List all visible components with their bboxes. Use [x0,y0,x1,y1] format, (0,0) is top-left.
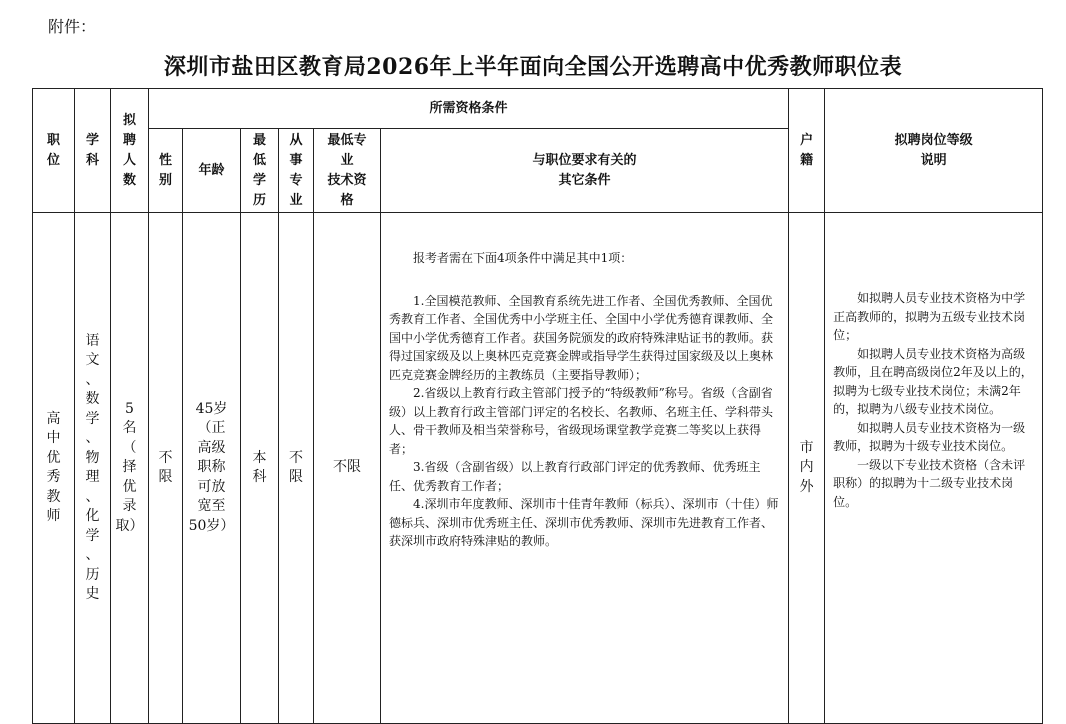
header-education: 最 低 学 历 [241,129,279,213]
header-age: 年龄 [183,129,241,213]
cell-education: 本 科 [241,213,279,724]
cell-headcount: 5 名 （ 择 优 录 取） [111,213,149,724]
cell-other-conditions [381,213,789,724]
cell-major: 不 限 [279,213,314,724]
header-grade: 拟聘岗位等级 说明 [825,89,1043,213]
positions-table [32,88,1043,724]
header-other-conditions: 与职位要求有关的 其它条件 [381,129,789,213]
cell-position: 高 中 优 秀 教 师 [33,213,75,724]
grade-item: 如拟聘人员专业技术资格为高级教师，且在聘高级岗位2年及以上的，拟聘为七级专业技术岗位；未满2年的，拟聘为八级专业技术岗位。 [833,346,1033,416]
grade-item: 如拟聘人员专业技术资格为中学正高教师的，拟聘为五级专业技术岗位； [833,291,1026,342]
condition-item: 3.省级（含副省级）以上教育行政部门评定的优秀教师、优秀班主任、优秀教育工作者； [389,460,761,493]
condition-item: 4.深圳市年度教师、深圳市十佳青年教师（标兵）、深圳市（十佳）师德标兵、深圳市优秀班主任、深圳市优秀教师、深圳市先进教育工作者、获深圳市政府特殊津贴的教师。 [389,497,779,548]
condition-item: 1.全国模范教师、全国教育系统先进工作者、全国优秀教师、全国优秀教育工作者、全国优秀中小学班主任、全国中小学优秀德育课教师、全国中小学优秀德育工作者。获国务院颁发的政府特殊津贴证书的教师。获得过国家级及以上奥林匹克竞赛金牌或指导学生获得过国家级及以上奥林匹克竞赛金牌经历的主教练员（主要指导教师）； [389,293,774,382]
cell-hukou: 市 内 外 [789,213,825,724]
header-title-level: 最低专 业 技术资 格 [314,129,381,213]
cell-gender: 不 限 [149,213,183,724]
cell-subject: 语 文 、 数 学 、 物 理 、 化 学 、 历 史 [75,213,111,724]
header-position: 职 位 [33,89,75,213]
cell-title-level: 不限 [314,213,381,724]
header-qualifications: 所需资格条件 [149,89,789,129]
attachment-label: 附件： [48,17,97,36]
grade-item: 如拟聘人员专业技术资格为一级教师，拟聘为十级专业技术岗位。 [833,420,1026,453]
header-subject: 学 科 [75,89,111,213]
cell-grade [825,213,1043,724]
page-title: 深圳市盐田区教育局2026年上半年面向全国公开选聘高中优秀教师职位表 [163,54,903,80]
cell-age: 45岁 （正 高级 职称 可放 宽至 50岁） [183,213,241,724]
grade-item: 一级以下专业技术资格（含未评职称）的拟聘为十二级专业技术岗位。 [833,457,1026,509]
header-major: 从 事 专 业 [279,129,314,213]
conditions-intro: 报考者需在下面4项条件中满足其中1项： [413,251,633,265]
header-gender: 性 别 [149,129,183,213]
condition-item: 2.省级以上教育行政主管部门授予的“特级教师”称号。省级（含副省级）以上教育行政主管部门评定的名校长、名教师、名班主任、学科带头人、骨干教师及相当荣誉称号，省级现场课堂教学竞赛二等奖以上获得者； [389,386,774,456]
header-hukou: 户 籍 [789,89,825,213]
header-headcount: 拟 聘 人 数 [111,89,149,213]
